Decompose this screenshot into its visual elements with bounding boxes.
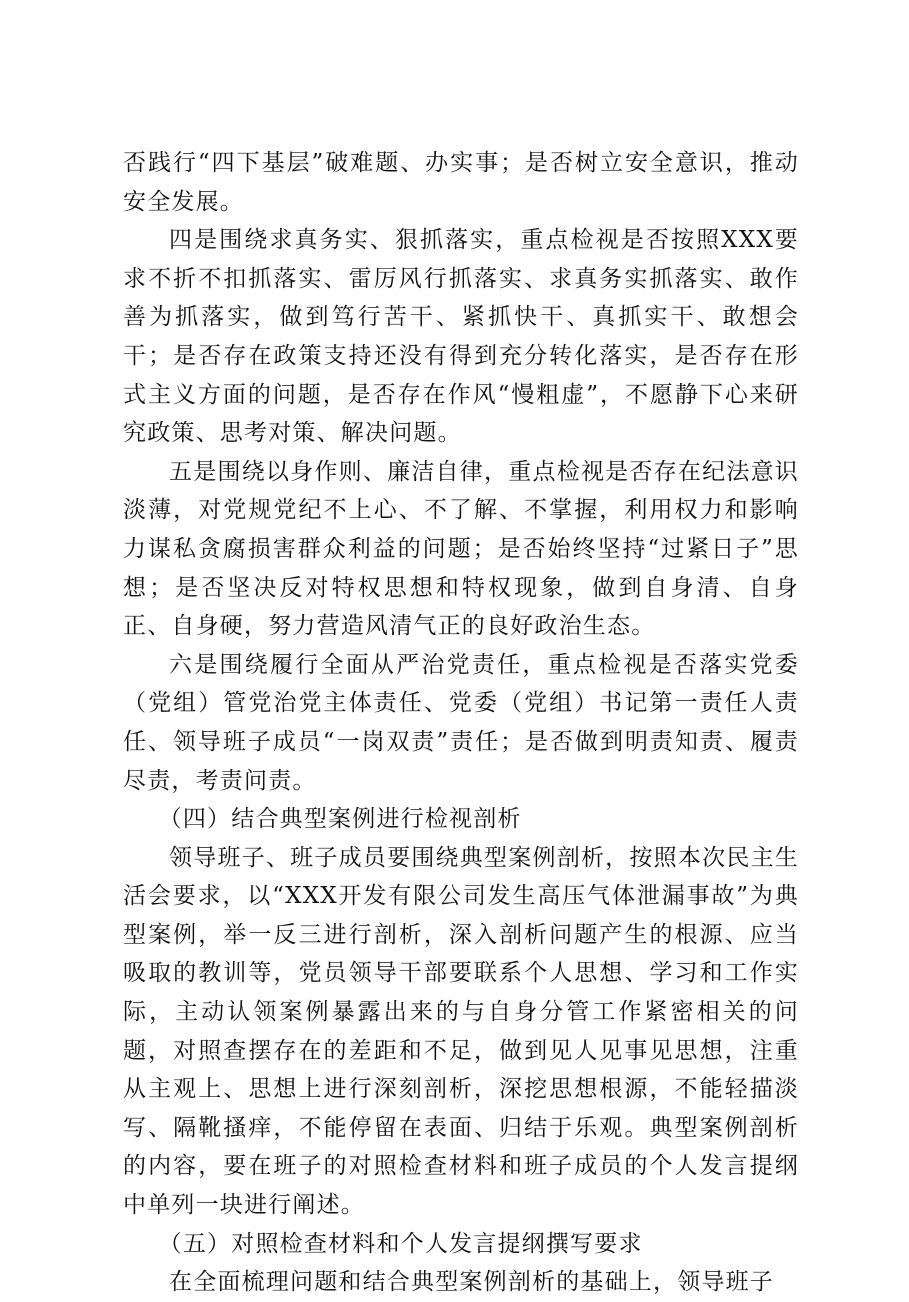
paragraph-point-six: 六是围绕履行全面从严治党责任，重点检视是否落实党委（党组）管党治党主体责任、党委（党组）书记第一责任人责任、领导班子成员“一岗双责”责任；是否做到明责知责、履责尽责，考责问责。 [123, 651, 799, 794]
paragraph-point-five: 五是围绕以身作则、廉洁自律，重点检视是否存在纪法意识淡薄，对党规党纪不上心、不了解、不掌握，利用权力和影响力谋私贪腐损害群众利益的问题；是否始终坚持“过紧日子”思想；是否坚决反对特权思想和特权现象，做到自身清、自身正、自身硬，努力营造风清气正的良好政治生态。 [123, 458, 799, 640]
paragraph-case-analysis: 领导班子、班子成员要围绕典型案例剖析，按照本次民主生活会要求，以“XXX开发有限公司发生高压气体泄漏事故”为典型案例，举一反三进行剖析，深入剖析问题产生的根源、应当吸取的教训等，党员领导干部要联系个人思想、学习和工作实际，主动认领案例暴露出来的与自身分管工作紧密相关的问题，对照查摆存在的差距和不足，做到见人见事见思想，注重从主观上、思想上进行深刻剖析，深挖思想根源，不能轻描淡写、隔靴搔痒，不能停留在表面、归结于乐观。典型案例剖析的内容，要在班子的对照检查材料和班子成员的个人发言提纲中单列一块进行阐述。 [123, 844, 799, 1219]
paragraph-writing-requirements: 在全面梳理问题和结合典型案例剖析的基础上，领导班子 [169, 1269, 774, 1296]
document-page [123, 144, 799, 1302]
section-heading-five: （五）对照检查材料和个人发言提纲撰写要求 [158, 1230, 643, 1257]
paragraph-continuation: 否践行“四下基层”破难题、办实事；是否树立安全意识，推动安全发展。 [123, 150, 799, 215]
paragraph-point-four: 四是围绕求真务实、狠抓落实，重点检视是否按照XXX要求不折不扣抓落实、雷厉风行抓落实、求真务实抓落实、敢作善为抓落实，做到笃行苦干、紧抓快干、真抓实干、敢想会干；是否存在政策支持还没有得到充分转化落实，是否存在形式主义方面的问题，是否存在作风“慢粗虚”，不愿静下心来研究政策、思考对策、解决问题。 [123, 227, 799, 447]
section-heading-four: （四）结合典型案例进行检视剖析 [158, 806, 522, 833]
